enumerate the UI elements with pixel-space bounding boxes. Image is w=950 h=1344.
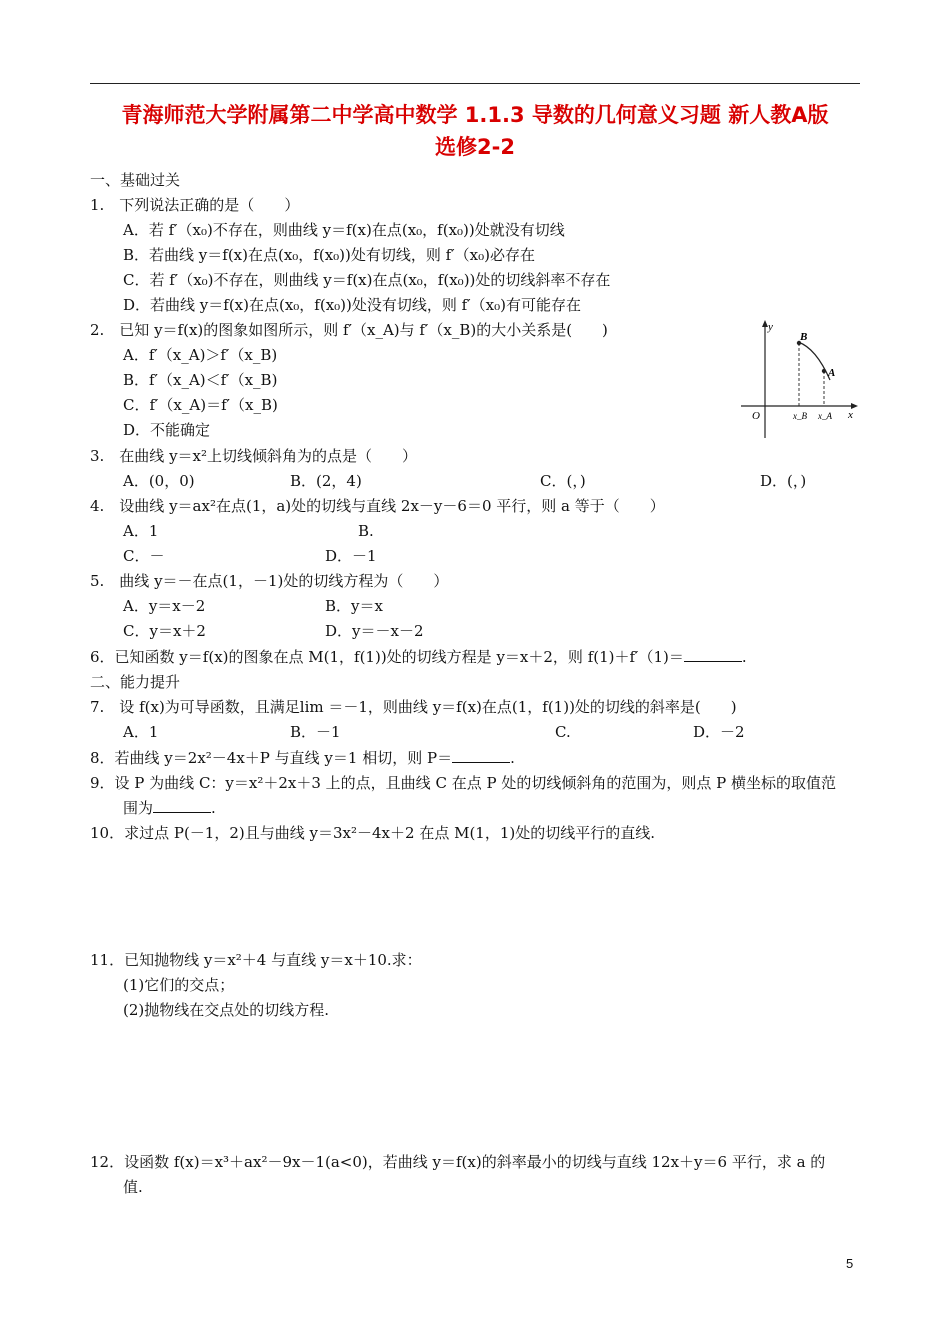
label-b: B	[800, 331, 808, 343]
question-8-stem: 8．若曲线 y＝2x²－4x＋P 与直线 y＝1 相切，则 P＝	[90, 749, 453, 767]
question-4-option-a: A．1	[123, 522, 159, 540]
question-8-end: .	[510, 749, 515, 767]
question-2-stem: 2. 已知 y＝f(x)的图象如图所示，则 f′（x_A)与 f′（x_B)的大小关系是( )	[90, 321, 608, 339]
question-5-option-d: D．y＝－x－2	[325, 622, 424, 640]
question-4-option-d: D．－1	[325, 547, 377, 565]
answer-blank[interactable]	[452, 748, 510, 763]
question-1-option-c: C．若 f′（x₀)不存在，则曲线 y＝f(x)在点(x₀，f(x₀))处的切线斜率不存在	[123, 271, 611, 289]
document-title-line2: 选修2-2	[435, 135, 515, 159]
question-3-option-d: D．(，)	[760, 472, 807, 490]
question-7-option-c: C.	[555, 723, 571, 741]
question-5-option-c: C．y＝x＋2	[123, 622, 206, 640]
document-title-line1: 青海师范大学附属第二中学高中数学 1.1.3 导数的几何意义习题 新人教A版	[121, 103, 829, 127]
question-9-end: .	[211, 799, 216, 817]
question-1-option-d: D．若曲线 y＝f(x)在点(x₀，f(x₀))处没有切线，则 f′（x₀)有可能存在	[123, 296, 581, 314]
answer-blank[interactable]	[153, 798, 211, 813]
question-1-option-b: B．若曲线 y＝f(x)在点(x₀，f(x₀))处有切线，则 f′（x₀)必存在	[123, 246, 535, 264]
question-6-end: .	[741, 648, 747, 666]
question-5-option-a: A．y＝x－2	[123, 597, 206, 615]
question-1-stem: 1. 下列说法正确的是（ ）	[90, 196, 300, 214]
section-heading-basic: 一、基础过关	[90, 171, 181, 189]
label-xa: x_A	[818, 411, 832, 421]
question-7-stem: 7. 设 f(x)为可导函数，且满足lim ＝－1，则曲线 y＝f(x)在点(1，f(1))处的切线的斜率是( )	[90, 698, 737, 716]
label-y: y	[768, 321, 773, 333]
point-a	[822, 369, 826, 373]
question-9-line1: 9．设 P 为曲线 C：y＝x²＋2x＋3 上的点，且曲线 C 在点 P 处的切线倾斜角的范围为，则点 P 横坐标的取值范	[90, 774, 836, 792]
question-8	[90, 748, 515, 768]
label-xb: x_B	[793, 411, 807, 421]
question-3-option-b: B．(2，4)	[290, 472, 362, 490]
question-3-option-c: C．(，)	[540, 472, 586, 490]
question-12-line2: 值.	[123, 1178, 143, 1196]
question-2-option-c: C．f′（x_A)＝f′（x_B)	[123, 396, 278, 414]
question-7-option-a: A．1	[123, 723, 159, 741]
question-1-option-a: A．若 f′（x₀)不存在，则曲线 y＝f(x)在点(x₀，f(x₀))处就没有切线	[123, 221, 565, 239]
question-9-line2	[123, 798, 216, 818]
question-4-option-b: B.	[358, 522, 374, 540]
question-2-option-d: D．不能确定	[123, 421, 211, 439]
question-6-stem: 6．已知函数 y＝f(x)的图象在点 M(1，f(1))处的切线方程是 y＝x＋2，则 f(1)＋f′（1)＝	[90, 648, 684, 666]
question-11-part-1: (1)它们的交点；	[123, 976, 235, 994]
question-4-option-c: C．－	[123, 547, 165, 565]
question-7-option-d: D．－2	[693, 723, 745, 741]
question-6	[90, 647, 747, 667]
question-2-figure	[738, 318, 862, 442]
label-a: A	[828, 367, 836, 379]
question-3-stem: 3. 在曲线 y＝x²上切线倾斜角为的点是（ ）	[90, 447, 418, 465]
question-10: 10．求过点 P(－1，2)且与曲线 y＝3x²－4x＋2 在点 M(1，1)处的切线平行的直线.	[90, 824, 656, 842]
curve	[798, 342, 830, 380]
question-5-stem: 5. 曲线 y＝－在点(1，－1)处的切线方程为（ ）	[90, 572, 449, 590]
question-7-option-b: B．－1	[290, 723, 341, 741]
question-4-stem: 4. 设曲线 y＝ax²在点(1，a)处的切线与直线 2x－y－6＝0 平行，则 a 等于（ ）	[90, 497, 665, 515]
question-11-stem: 11．已知抛物线 y＝x²＋4 与直线 y＝x＋10.求：	[90, 951, 422, 969]
label-origin: O	[752, 410, 760, 422]
question-2-option-b: B．f′（x_A)＜f′（x_B)	[123, 371, 278, 389]
question-5-option-b: B．y＝x	[325, 597, 383, 615]
section-heading-advanced: 二、能力提升	[90, 673, 181, 691]
question-9-line2-text: 围为	[123, 799, 154, 817]
label-x: x	[848, 409, 853, 421]
question-12-line1: 12．设函数 f(x)＝x³＋ax²－9x－1(a<0)，若曲线 y＝f(x)的斜率最小的切线与直线 12x＋y＝6 平行，求 a 的	[90, 1153, 826, 1171]
answer-blank[interactable]	[684, 647, 742, 662]
question-11-part-2: (2)抛物线在交点处的切线方程.	[123, 1001, 330, 1019]
question-3-option-a: A．(0，0)	[123, 472, 195, 490]
question-2-option-a: A．f′（x_A)＞f′（x_B)	[123, 346, 278, 364]
page-number: 5	[846, 1256, 854, 1271]
header-rule	[90, 83, 860, 84]
